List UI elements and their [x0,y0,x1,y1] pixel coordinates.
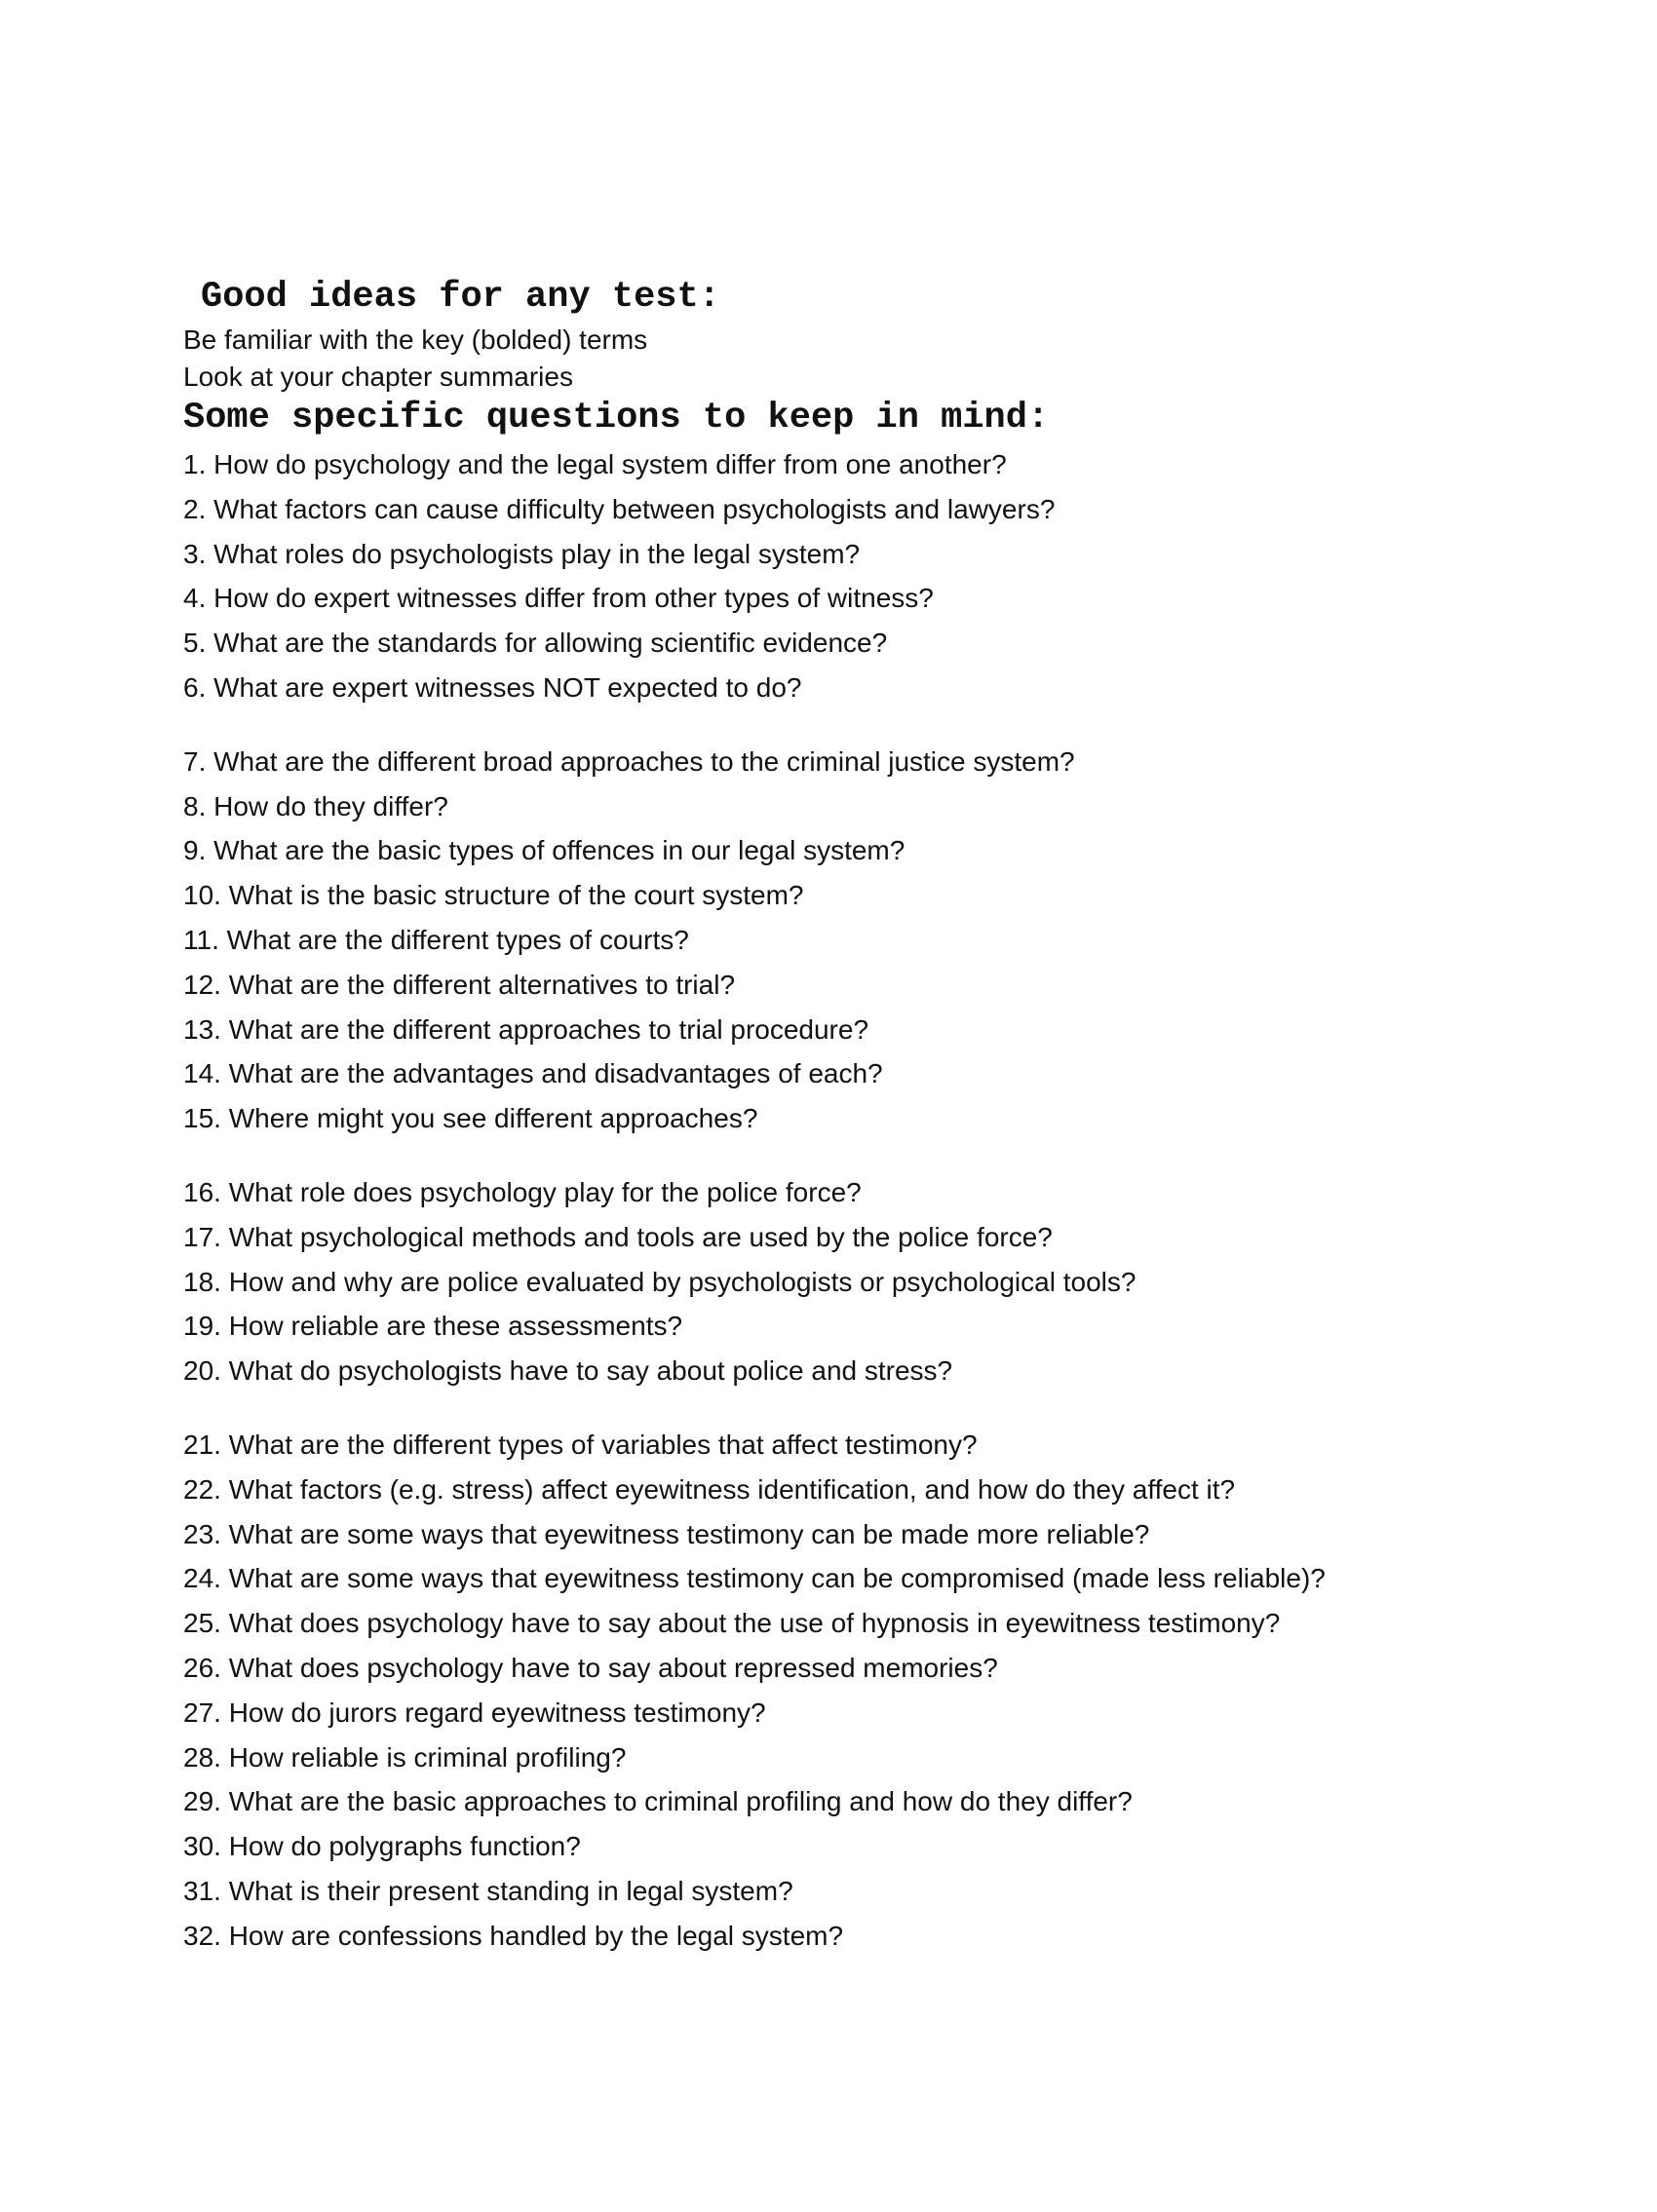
question-item: 13. What are the different approaches to trial procedure? [183,1013,869,1045]
question-item: 8. How do they differ? [183,790,448,821]
question-item: 21. What are the different types of variables that affect testimony? [183,1429,978,1460]
question-item: 25. What does psychology have to say about the use of hypnosis in eyewitness testimony? [183,1608,1281,1639]
question-group-expert-witnesses [183,442,1567,710]
intro-line: Be familiar with the key (bolded) terms [183,324,648,355]
question-item: 10. What is the basic structure of the court system? [183,880,804,911]
question-item: 22. What factors (e.g. stress) affect eyewitness identification, and how do they affect it? [183,1473,1236,1505]
question-group-police [183,1170,1567,1393]
question-item: 29. What are the basic approaches to criminal profiling and how do they differ? [183,1786,1133,1817]
question-item: 28. How reliable is criminal profiling? [183,1741,627,1773]
question-item: 2. What factors can cause difficulty between psychologists and lawyers? [183,493,1056,524]
question-item: 27. How do jurors regard eyewitness testimony? [183,1697,766,1728]
question-item: 7. What are the different broad approaches to the criminal justice system? [183,745,1075,777]
question-item: 26. What does psychology have to say about repressed memories? [183,1652,998,1683]
question-item: 15. Where might you see different approaches? [183,1103,758,1134]
question-item: 31. What is their present standing in legal system? [183,1875,793,1906]
intro-list [183,322,1567,396]
question-item: 19. How reliable are these assessments? [183,1311,683,1342]
main-heading: Good ideas for any test: [201,277,720,318]
question-item: 23. What are some ways that eyewitness testimony can be made more reliable? [183,1518,1150,1549]
question-item: 12. What are the different alternatives to trial? [183,969,736,1000]
question-item: 20. What do psychologists have to say about police and stress? [183,1355,953,1387]
question-item: 24. What are some ways that eyewitness testimony can be compromised (made less reliable)? [183,1563,1326,1594]
question-item: 17. What psychological methods and tools are used by the police force? [183,1221,1053,1252]
question-item: 9. What are the basic types of offences in our legal system? [183,835,906,866]
question-item: 14. What are the advantages and disadvantages of each? [183,1058,883,1089]
question-item: 11. What are the different types of courts? [183,924,689,955]
question-item: 4. How do expert witnesses differ from other types of witness? [183,583,934,614]
intro-line: Look at your chapter summaries [183,362,573,392]
question-item: 1. How do psychology and the legal system differ from one another? [183,449,1007,479]
question-item: 32. How are confessions handled by the legal system? [183,1920,844,1951]
question-group-testimony [183,1423,1567,1959]
question-group-court-system [183,740,1567,1141]
question-item: 5. What are the standards for allowing scientific evidence? [183,628,888,659]
question-item: 6. What are expert witnesses NOT expected to do? [183,671,802,703]
questions-heading: Some specific questions to keep in mind: [183,398,1050,439]
question-item: 30. How do polygraphs function? [183,1831,581,1862]
question-item: 16. What role does psychology play for the police force? [183,1176,862,1207]
document-content [183,275,1567,1959]
question-item: 18. How and why are police evaluated by psychologists or psychological tools? [183,1266,1137,1297]
question-item: 3. What roles do psychologists play in the legal system? [183,538,861,569]
